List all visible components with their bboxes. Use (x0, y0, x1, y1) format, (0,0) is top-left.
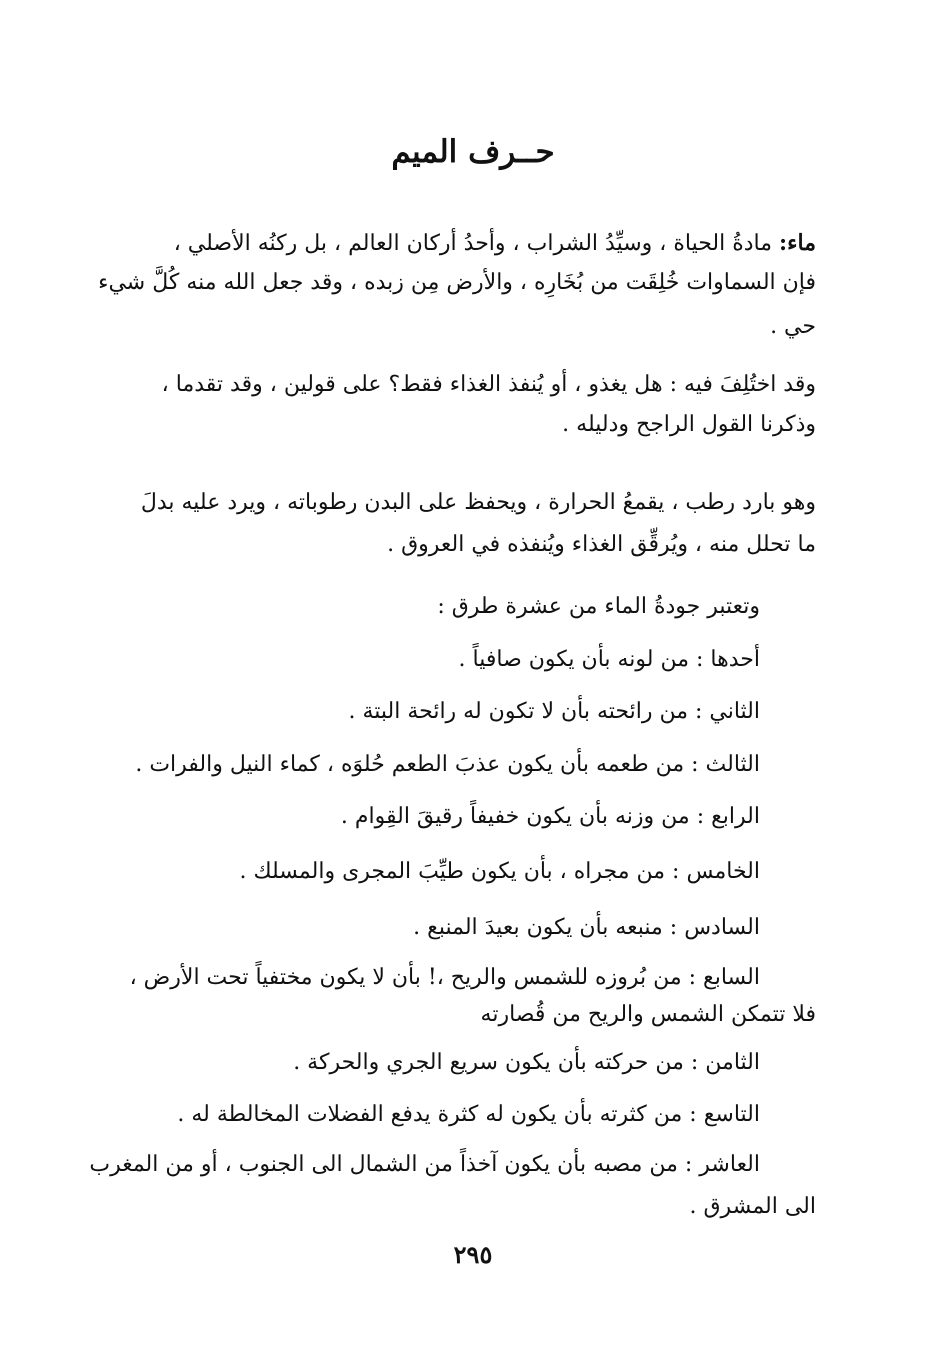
paragraph-2-line-2: وذكرنا القول الراجح ودليله . (562, 412, 816, 437)
list-item-3: الثالث : من طعمه بأن يكون عذبَ الطعم حُلوَه ، كماء النيل والفرات . (135, 752, 760, 777)
list-item-10-line-2: الى المشرق . (689, 1194, 816, 1219)
chapter-title: حــرف الميم (391, 134, 555, 170)
list-item-6: السادس : منبعه بأن يكون بعيدَ المنبع . (413, 915, 760, 940)
list-item-7-line-1: السابع : من بُروزه للشمس والريح ،! بأن لا يكون مختفياً تحت الأرض ، (129, 965, 760, 990)
paragraph-2-line-1: وقد اختُلِفَ فيه : هل يغذو ، أو يُنفذ الغذاء فقط؟ على قولين ، وقد تقدما ، (161, 372, 816, 397)
paragraph-3-line-1: وهو بارد رطب ، يقمعُ الحرارة ، ويحفظ على البدن رطوباته ، ويرد عليه بدلَ (140, 490, 816, 515)
paragraph-3-line-2: ما تحلل منه ، ويُرقِّق الغذاء ويُنفذه في العروق . (387, 532, 816, 557)
list-item-1: أحدها : من لونه بأن يكون صافياً . (458, 647, 760, 672)
paragraph-1-line-2: فإن السماوات خُلِقَت من بُخَارِه ، والأرض مِن زبده ، وقد جعل الله منه كُلَّ شيء (98, 270, 816, 295)
headword: ماء: (779, 230, 816, 256)
list-item-8: الثامن : من حركته بأن يكون سريع الجري والحركة . (293, 1050, 760, 1075)
paragraph-1-line-1 (174, 228, 816, 259)
list-item-5: الخامس : من مجراه ، بأن يكون طيِّبَ المجرى والمسلك . (239, 859, 760, 884)
list-item-7-line-2: فلا تتمكن الشمس والريح من قُصارته (480, 1002, 816, 1027)
paragraph-1-line-1-text: مادةُ الحياة ، وسيِّدُ الشراب ، وأحدُ أركان العالم ، بل ركنُه الأصلي ، (173, 231, 780, 256)
list-item-9: التاسع : من كثرته بأن يكون له كثرة يدفع الفضلات المخالطة له . (177, 1102, 760, 1127)
list-item-10-line-1: العاشر : من مصبه بأن يكون آخذاً من الشمال الى الجنوب ، أو من المغرب (89, 1152, 760, 1177)
list-item-4: الرابع : من وزنه بأن يكون خفيفاً رقيقَ القِوام . (340, 804, 760, 829)
paragraph-1-line-3: حي . (770, 314, 816, 339)
page-number: ٢٩٥ (453, 1240, 493, 1269)
list-item-2: الثاني : من رائحته بأن لا تكون له رائحة البتة . (348, 699, 760, 724)
list-intro: وتعتبر جودةُ الماء من عشرة طرق : (437, 594, 760, 619)
